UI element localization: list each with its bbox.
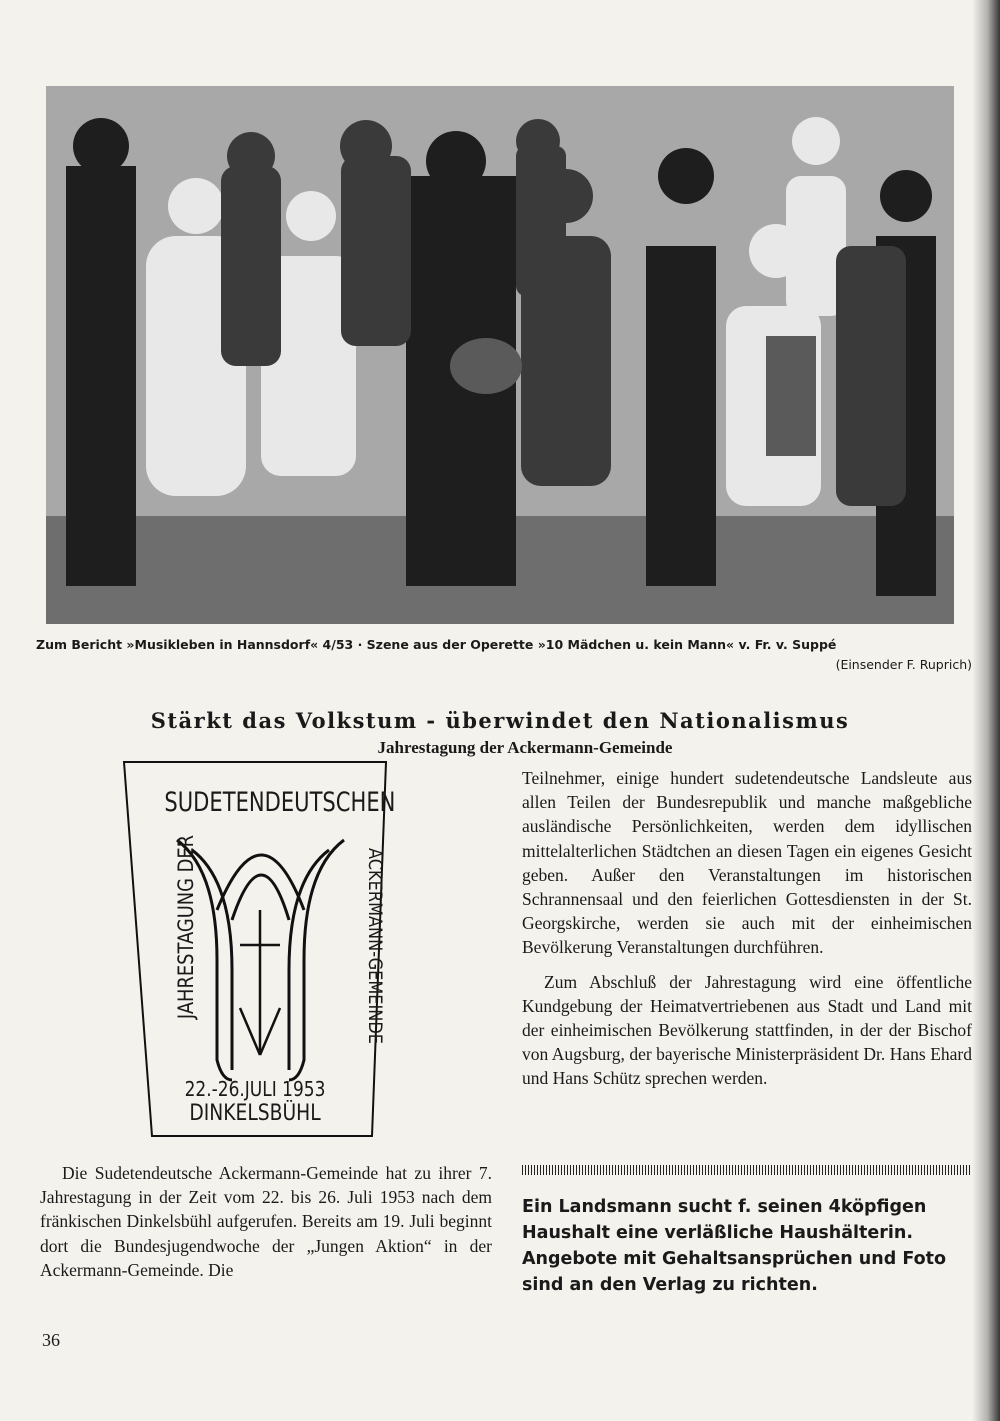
photo-caption: Zum Bericht »Musikleben in Hannsdorf« 4/53 · Szene aus der Operette »10 Mädchen u. kein Mann« v. Fr. v. Suppé	[36, 637, 837, 652]
photo-credit: (Einsender F. Ruprich)	[835, 657, 972, 672]
stamp-date: 22.-26.JULI 1953	[184, 1077, 326, 1101]
article-paragraph: Teilnehmer, einige hundert sudetendeutsche Landsleute aus allen Teilen der Bundesrepublik und manche maßgebliche ausländische Persönlichkeiten, werden dem idyllischen mittelalterlichen Städtchen an diesen Tagen ein eigenes Gesicht geben. Außer den Veranstaltungen im historischen Schrannensaal und den feierlichen Gottesdiensten in der St. Georgskirche, werden sie auch mit der einheimischen Bevölkerung Veranstaltungen durchführen.	[522, 768, 972, 958]
page-number: 36	[42, 1330, 60, 1350]
article-paragraph: Die Sudetendeutsche Ackermann-Gemeinde hat zu ihrer 7. Jahrestagung in der Zeit vom 22. bis 26. Juli 1953 nach dem fränkischen Dinkelsbühl aufgerufen. Bereits am 19. Juli beginnt dort die Bundesjugendwoche der „Jungen Aktion“ in der Ackermann-Gemeinde. Die	[40, 1163, 492, 1280]
stamp-place: DINKELSBÜHL	[189, 1101, 321, 1126]
stamp-left-text: JAHRESTAGUNG DER	[174, 834, 198, 1020]
article-right-column	[522, 766, 972, 1091]
operetta-photo	[46, 86, 954, 624]
article-subheadline: Jahrestagung der Ackermann-Gemeinde	[377, 738, 673, 757]
advertisement-divider	[522, 1165, 972, 1175]
article-headline: Stärkt das Volkstum - überwindet den Nationalismus	[150, 708, 850, 733]
article-left-column	[40, 1161, 492, 1282]
classified-advertisement: Ein Landsmann sucht f. seinen 4köpfigen Haushalt eine verläßliche Haushälterin. Angebote mit Gehaltsansprüchen und Foto sind an den Verlag zu richten.	[522, 1197, 946, 1295]
stamp-right-text: ACKERMANN-GEMEINDE	[364, 848, 386, 1044]
operetta-scene-illustration	[46, 86, 954, 624]
article-paragraph: Zum Abschluß der Jahrestagung wird eine öffentliche Kundgebung der Heimatvertriebenen aus Stadt und Land mit der einheimischen Bevölkerung stattfinden, in der der Bischof von Augsburg, der bayerische Ministerpräsident Dr. Hans Ehard und Hans Schütz sprechen werden.	[522, 971, 972, 1089]
stamp-top-text: SUDETENDEUTSCHEN	[164, 787, 396, 818]
